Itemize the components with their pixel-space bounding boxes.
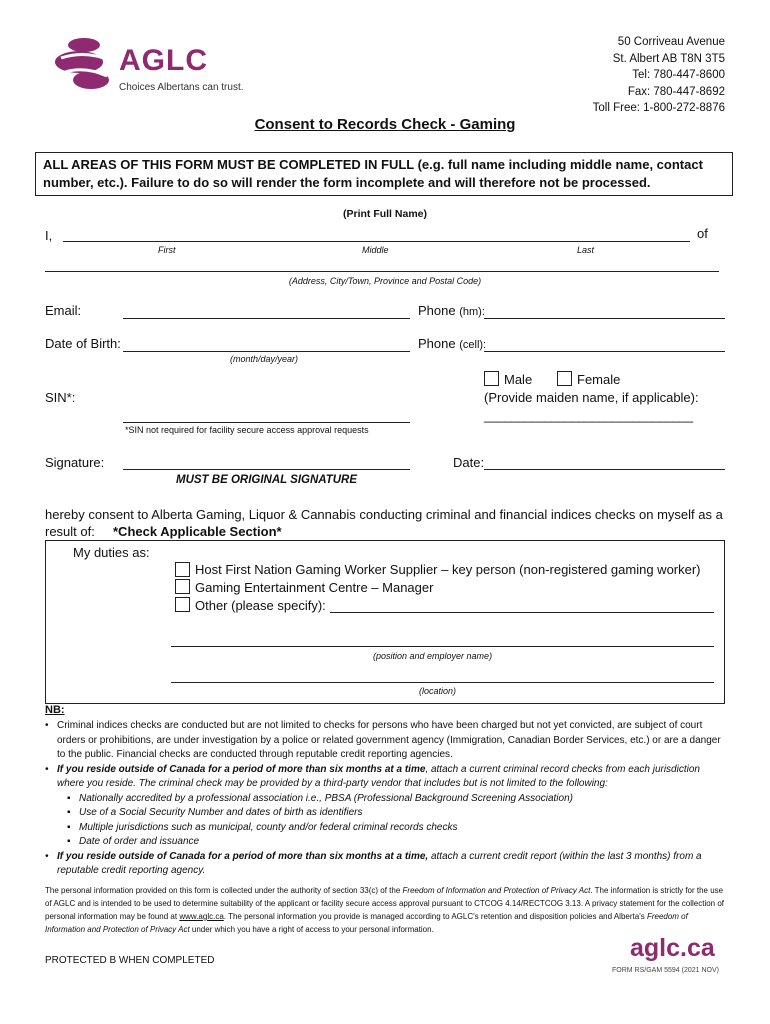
nb-sub-bullet xyxy=(67,835,725,850)
male-label: Male xyxy=(504,372,533,387)
sin-note: *SIN not required for facility secure access approval requests xyxy=(125,425,369,435)
signature-label: Signature: xyxy=(45,455,105,470)
middle-caption: Middle xyxy=(362,245,389,255)
foip-act: Freedom of Information and Protection of Privacy Act xyxy=(402,886,591,895)
last-caption: Last xyxy=(577,245,595,255)
result-of-label: result of: xyxy=(45,524,95,539)
nb-sub-bullet-text: Multiple jurisdictions such as municipal, county and/or federal criminal records checks xyxy=(79,821,458,833)
email-label: Email: xyxy=(45,303,82,318)
phone-cell-field[interactable] xyxy=(484,351,725,352)
male-checkbox[interactable] xyxy=(484,371,499,386)
full-name-field[interactable] xyxy=(63,241,690,242)
logo-tagline: Choices Albertans can trust. xyxy=(119,82,244,93)
protected-label: PROTECTED B WHEN COMPLETED xyxy=(45,955,215,966)
original-signature-note: MUST BE ORIGINAL SIGNATURE xyxy=(176,474,358,486)
nb-bullet-outside-credit xyxy=(45,850,725,879)
privacy-text: The personal information provided on this form is collected under the authority of section 33(c) of the xyxy=(45,886,403,895)
nb-bullet-outside-criminal xyxy=(45,763,725,850)
nb-bullet2-rest: , attach a current criminal record checks from each jurisdiction where you reside. The criminal check may be provided by a third-party vendor that includes but is not limited to the following: xyxy=(57,763,700,789)
form-title: Consent to Records Check - Gaming xyxy=(254,116,516,133)
form-id: FORM RS/GAM 5594 (2021 NOV) xyxy=(612,967,719,974)
logo-text: AGLC xyxy=(119,44,208,77)
location-field[interactable] xyxy=(171,682,714,683)
nb-sub-bullet xyxy=(67,821,725,836)
nb-sub-bullet-text: Date of order and issuance xyxy=(79,836,200,847)
female-label: Female xyxy=(577,372,621,387)
duty-checkbox-other[interactable] xyxy=(175,597,190,612)
privacy-text: . The personal information you provide is managed according to AGLC's retention and disposition policies and Alberta's xyxy=(223,912,647,921)
privacy-statement xyxy=(45,884,725,936)
first-caption: First xyxy=(158,245,176,255)
signature-field[interactable] xyxy=(123,469,410,470)
sin-label: SIN*: xyxy=(45,390,76,405)
nb-bullet-criminal xyxy=(45,719,725,763)
phone-hm-text: Phone xyxy=(418,303,456,318)
nb-sub-bullet xyxy=(67,792,725,807)
duties-label: My duties as: xyxy=(73,545,150,560)
dob-caption: (month/day/year) xyxy=(230,354,299,364)
nb-bullet3-rest: attach a current credit report (within the last 3 months) from a reputable credit reporting agency. xyxy=(57,850,702,876)
nb-bullet3-bold: If you reside outside of Canada for a period of more than six months at a time, xyxy=(57,850,429,862)
duty-label-host: Host First Nation Gaming Worker Supplier – key person (non-registered gaming worker) xyxy=(195,562,701,577)
address-line: Tel: 780-447-8600 xyxy=(632,69,725,81)
position-caption: (position and employer name) xyxy=(373,651,493,661)
foip-act: Freedom of Information and Protection of Privacy Act xyxy=(45,912,688,934)
duty-label-manager: Gaming Entertainment Centre – Manager xyxy=(195,580,434,595)
print-name-label: (Print Full Name) xyxy=(342,208,427,220)
completion-notice-text: ALL AREAS OF THIS FORM MUST BE COMPLETED IN FULL (e.g. full name including middle name, contact number, etc.). Failure to do so will render the form incomplete and will therefore not be processed. xyxy=(43,157,703,190)
dob-label: Date of Birth: xyxy=(45,336,121,351)
address-line: 50 Corriveau Avenue xyxy=(617,36,725,48)
location-caption: (location) xyxy=(419,686,457,696)
address-line: Fax: 780-447-8692 xyxy=(627,85,725,98)
aglc-logo xyxy=(55,36,245,96)
date-label: Date: xyxy=(453,455,485,470)
phone-hm-label xyxy=(418,303,485,318)
privacy-text: under which you have a right of access to your personal information. xyxy=(189,925,434,934)
date-field[interactable] xyxy=(484,469,725,470)
nb-bullets xyxy=(45,719,725,879)
nb-sub-bullet xyxy=(67,806,725,821)
email-field[interactable] xyxy=(123,318,410,319)
position-employer-field[interactable] xyxy=(171,646,714,647)
maiden-name-field[interactable]: _______________________________ xyxy=(484,408,693,423)
nb-label: NB: xyxy=(45,704,65,716)
phone-cell-sub: (cell): xyxy=(459,339,487,351)
consent-text: hereby consent to Alberta Gaming, Liquor & Cannabis conducting criminal and financial indices checks on myself as a xyxy=(45,507,723,522)
phone-cell-label xyxy=(418,336,486,351)
duty-checkbox-host[interactable] xyxy=(175,562,190,577)
sin-field[interactable] xyxy=(123,422,410,423)
aglc-website-link[interactable]: www.aglc.ca xyxy=(179,912,224,921)
dob-field[interactable] xyxy=(123,351,410,352)
address-line: Toll Free: 1-800-272-8876 xyxy=(592,102,725,114)
phone-cell-text: Phone xyxy=(418,336,456,351)
duties-box xyxy=(45,540,725,704)
female-checkbox[interactable] xyxy=(557,371,572,386)
check-applicable-label: *Check Applicable Section* xyxy=(113,524,282,539)
address-field[interactable] xyxy=(45,271,719,272)
duty-label-other: Other (please specify): xyxy=(195,598,326,613)
address-line: St. Albert AB T8N 3T5 xyxy=(612,52,725,65)
address-caption: (Address, City/Town, Province and Postal Code) xyxy=(288,276,482,286)
agency-address xyxy=(593,34,725,117)
nb-bullet2-bold: If you reside outside of Canada for a period of more than six months at a time xyxy=(57,763,426,775)
maiden-name-label: (Provide maiden name, if applicable): xyxy=(484,390,699,405)
aglc-logo-mark-icon xyxy=(55,36,117,96)
phone-hm-field[interactable] xyxy=(484,318,725,319)
of-label: of xyxy=(697,226,708,241)
privacy-text: . The information is strictly for the use of AGLC and is intended to be used to determine suitability of the applicant or facility secure access approval pursuant to CTCOG 4.14/RECTCOG 3.13. A privacy statement for the collection of personal information may be found at xyxy=(45,886,725,921)
nb-sub-bullets xyxy=(67,792,725,850)
other-specify-field[interactable] xyxy=(330,612,714,613)
nb-sub-bullet-text: Nationally accredited by a professional association i.e., PBSA (Professional Background Screening Association) xyxy=(79,792,573,804)
nb-bullet-criminal-text: Criminal indices checks are conducted but are not limited to checks for persons who have been charged but not yet convicted, are subject of court orders or prohibitions, are under investigation by a police or related government agency (Immigration, Canadian Border Services, etc.) or are a danger to the public. Financial checks are conducted through reputable credit reporting agencies. xyxy=(57,720,721,760)
duty-checkbox-manager[interactable] xyxy=(175,579,190,594)
completion-notice xyxy=(35,152,733,196)
phone-hm-sub: (hm): xyxy=(459,306,485,318)
i-label: I, xyxy=(45,228,53,243)
nb-sub-bullet-text: Use of a Social Security Number and dates of birth as identifiers xyxy=(79,807,363,818)
footer-site-logo: aglc.ca xyxy=(630,934,715,962)
